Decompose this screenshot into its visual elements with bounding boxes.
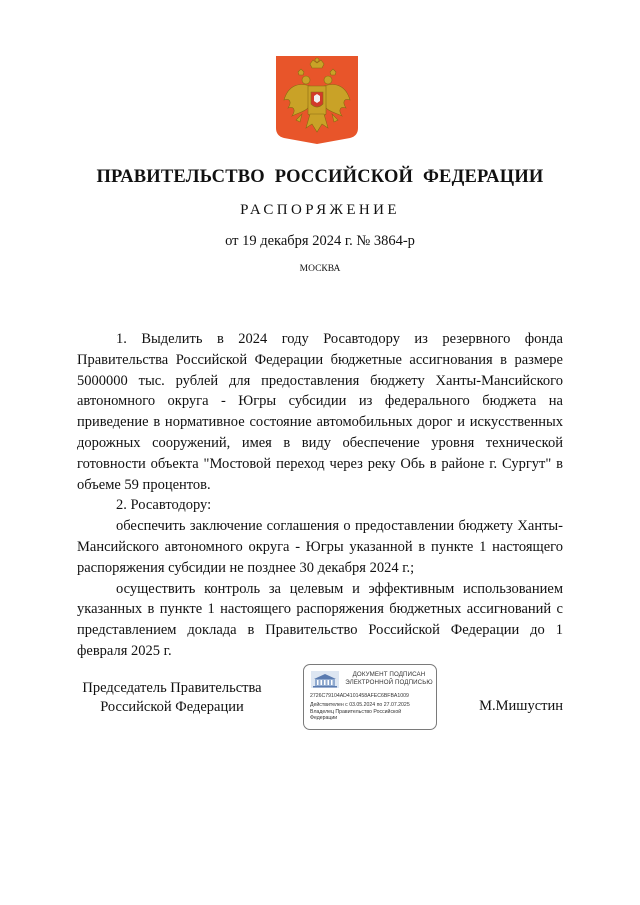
paragraph-1: 1. Выделить в 2024 году Росавтодору из резервного фонда Правительства Российской Федерации бюджетные ассигнования в размере 5000000 тыс. рублей для предоставления бюджету Ханты-Мансийского автономного округа - Югры субсидии из федерального бюджета на приведение в нормативное состояние автомобильных дорог и искусственных дорожных сооружений, имея в виду обеспечение уровня технической готовности объекта "Мостовой переход через реку Обь в районе г. Сургут" в объеме 59 процентов. bbox=[77, 331, 563, 493]
signer-role-line2: Российской Федерации bbox=[100, 699, 244, 715]
document-date-number: от 19 декабря 2024 г. № 3864-р bbox=[225, 233, 415, 249]
signer-role bbox=[77, 679, 267, 717]
document-type: РАСПОРЯЖЕНИЕ bbox=[240, 202, 400, 218]
stamp-owner-line2: Федерации bbox=[310, 715, 338, 721]
paragraph-2: 2. Росавтодору: bbox=[116, 497, 212, 514]
signer-role-line1: Председатель Правительства bbox=[82, 680, 262, 696]
stamp-certificate: 2726C79104AD4101458AFEC6BFBA1009 bbox=[310, 693, 409, 699]
building-icon bbox=[310, 670, 340, 689]
electronic-signature-stamp bbox=[303, 664, 437, 730]
signer-name: М.Мишустин bbox=[479, 698, 563, 714]
document-city: МОСКВА bbox=[299, 264, 341, 274]
paragraph-3: обеспечить заключение соглашения о предоставлении бюджету Ханты-Мансийского автономного округа - Югры указанной в пункте 1 настоящего распоряжения субсидии не позднее 30 декабря 2024 г.; bbox=[77, 518, 563, 576]
stamp-validity: Действителен с 03.05.2024 по 27.07.2025 bbox=[310, 702, 410, 708]
paragraph-4: осуществить контроль за целевым и эффективным использованием указанных в пункте 1 настоящего распоряжения бюджетных ассигнований с представлением доклада в Правительство Российской Федерации до 1 февраля 2025 г. bbox=[77, 580, 563, 659]
document-body bbox=[77, 329, 563, 662]
stamp-owner-line1: Владелец Правительство Российской bbox=[310, 709, 402, 715]
coat-of-arms-icon bbox=[276, 56, 358, 144]
stamp-title-line2: ЭЛЕКТРОННОЙ ПОДПИСЬЮ bbox=[345, 679, 433, 686]
government-title: ПРАВИТЕЛЬСТВО РОССИЙСКОЙ ФЕДЕРАЦИИ bbox=[96, 167, 544, 187]
stamp-title-line1: ДОКУМЕНТ ПОДПИСАН bbox=[352, 671, 426, 678]
stamp-title bbox=[344, 671, 434, 687]
